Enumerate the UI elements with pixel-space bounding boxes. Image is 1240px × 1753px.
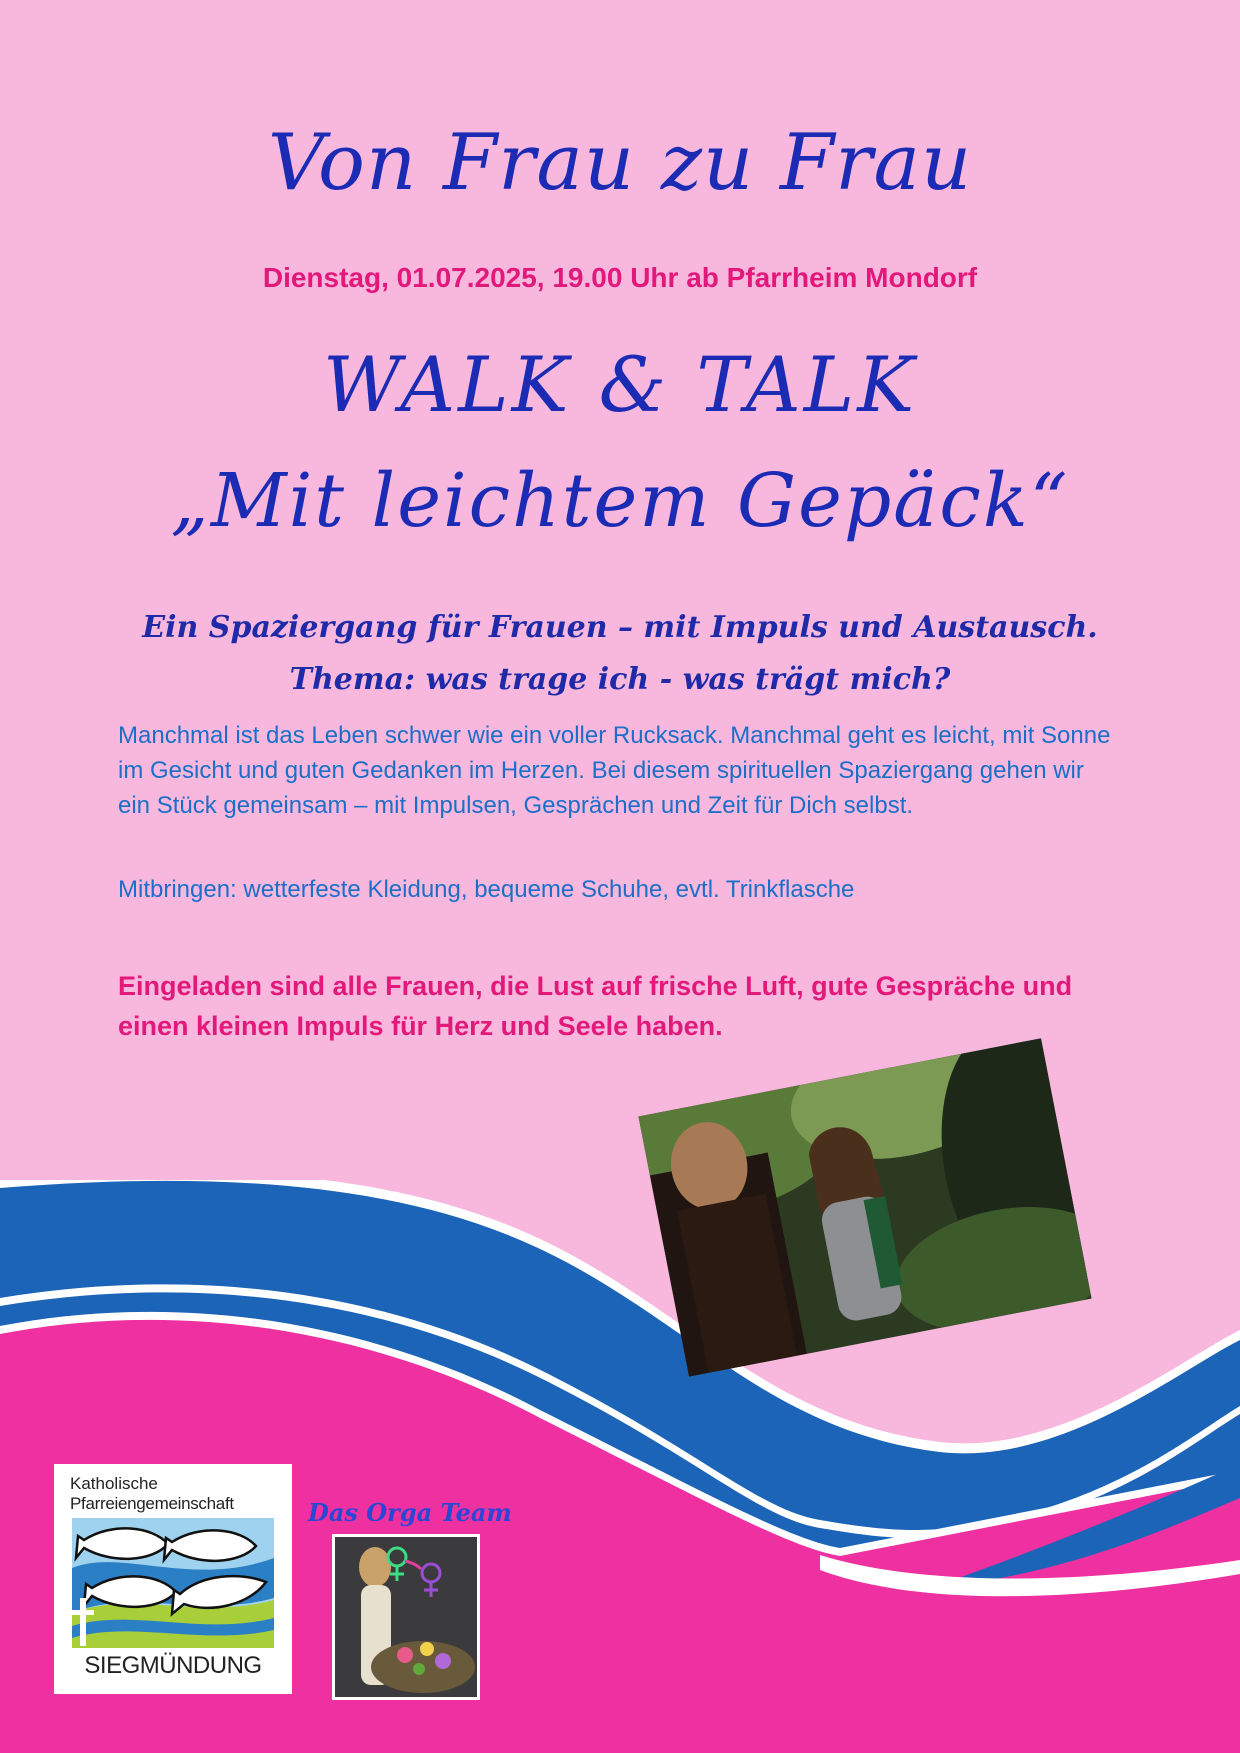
logo-text-line3: SIEGMÜNDUNG [84, 1652, 262, 1679]
subtitle-theme: Thema: was trage ich - was trägt mich? [289, 662, 951, 697]
orga-photo-illustration [335, 1537, 477, 1697]
invitation-text: Eingeladen sind alle Frauen, die Lust auf frische Luft, gute Gespräche und einen kleinen Impuls für Herz und Seele haben. [118, 971, 1073, 1041]
headline-walk-and-talk: WALK & TALK [322, 340, 918, 429]
orga-team-image [332, 1534, 480, 1700]
subtitle-description: Ein Spaziergang für Frauen – mit Impuls und Austausch. [142, 610, 1098, 645]
bring-list: Mitbringen: wetterfeste Kleidung, bequeme Schuhe, evtl. Trinkflasche [118, 876, 855, 903]
logo-text-line2: Pfarreiengemeinschaft [70, 1494, 234, 1513]
orga-team-label: Das Orga Team [308, 1498, 512, 1527]
body-paragraph: Manchmal ist das Leben schwer wie ein voller Rucksack. Manchmal geht es leicht, mit Sonne im Gesicht und guten Gedanken im Herzen. Bei diesem spirituellen Spaziergang gehen wir ein Stück gemeinsam – mit Impulsen, Gesprächen und Zeit für Dich selbst. [118, 722, 1111, 819]
headline-motto: „Mit leichtem Gepäck“ [170, 458, 1070, 544]
event-date-line: Dienstag, 01.07.2025, 19.00 Uhr ab Pfarrheim Mondorf [262, 262, 978, 293]
fish-emblem-icon [72, 1518, 274, 1648]
logo-text-line1: Katholische [70, 1474, 158, 1493]
parish-logo [54, 1464, 292, 1694]
flyer-title: Von Frau zu Frau [267, 118, 973, 208]
